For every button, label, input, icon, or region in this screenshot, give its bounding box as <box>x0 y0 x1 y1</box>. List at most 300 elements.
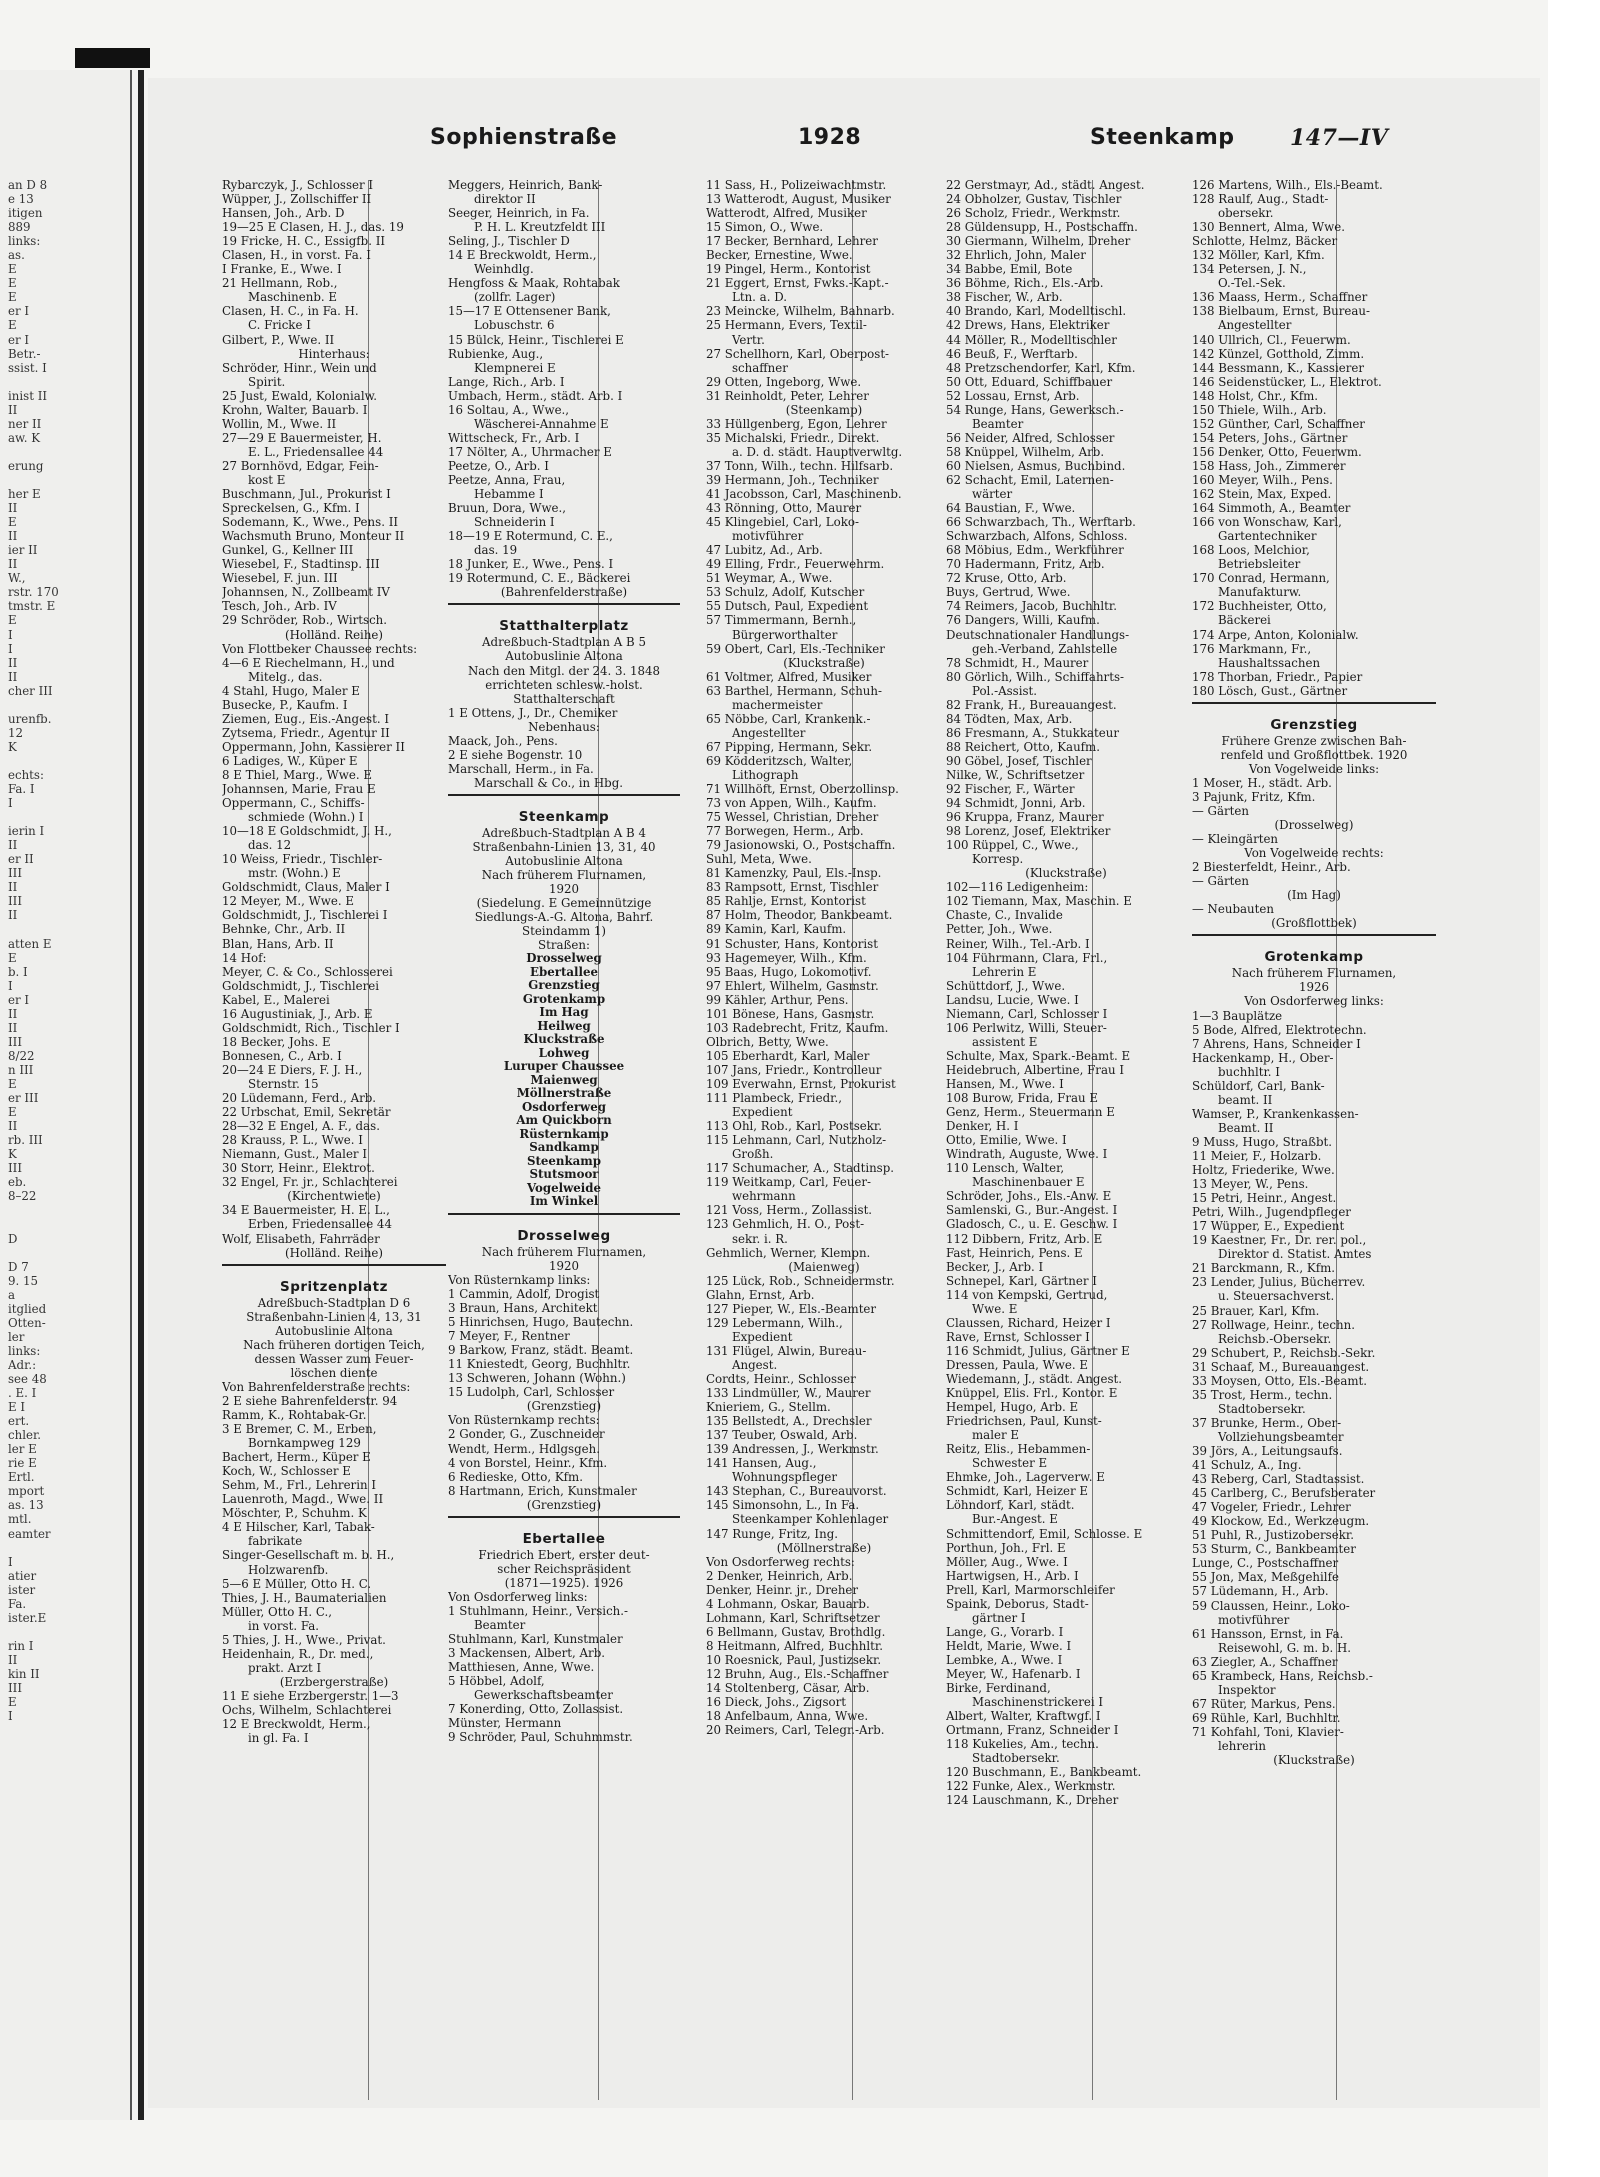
directory-entry: 107 Jans, Friedr., Kontrolleur <box>706 1062 882 1077</box>
directory-entry: 1 Cammin, Adolf, Drogist <box>448 1286 600 1301</box>
directory-entry: 5—6 E Müller, Otto H. C. <box>222 1576 372 1591</box>
directory-entry: 2 E siehe Bogenstr. 10 <box>448 747 583 762</box>
directory-entry: 14 E Breckwoldt, Herm., <box>448 248 597 263</box>
directory-entry: 114 von Kempski, Gertrud, <box>946 1287 1108 1302</box>
entry-continuation: beamt. II <box>1218 1092 1273 1107</box>
directory-entry: Ortmann, Franz, Schneider I <box>946 1723 1119 1738</box>
street-list-item: Luruper Chaussee <box>503 1060 625 1074</box>
entry-continuation: maler E <box>972 1428 1019 1443</box>
entry-continuation: C. Fricke I <box>248 318 311 333</box>
directory-entry: Peetze, Anna, Frau, <box>448 472 566 487</box>
directory-entry: 11 Kniestedt, Georg, Buchhltr. <box>448 1357 631 1372</box>
entry-continuation: Stadtobersekr. <box>1218 1401 1306 1416</box>
directory-entry: 138 Bielbaum, Ernst, Bureau- <box>1192 304 1370 319</box>
directory-entry: 68 Möbius, Edm., Werkführer <box>946 543 1124 558</box>
directory-entry: ister <box>8 1582 36 1597</box>
directory-entry: 12 Meyer, M., Wwe. E <box>222 894 354 909</box>
directory-entry: 102—116 Ledigenheim: <box>946 880 1089 895</box>
directory-entry: rie E <box>8 1456 37 1471</box>
directory-entry: II <box>8 1119 18 1134</box>
directory-entry: 15—17 E Ottensener Bank, <box>448 304 611 319</box>
directory-entry: 62 Schacht, Emil, Laternen- <box>946 472 1114 487</box>
directory-entry: 10—18 E Goldschmidt, J. H., <box>222 824 392 839</box>
directory-entry: Hengfoss & Maak, Rohtabak <box>448 276 620 291</box>
directory-entry: 59 Claussen, Heinr., Loko- <box>1192 1598 1350 1613</box>
entry-continuation: motivführer <box>732 529 804 544</box>
entry-continuation: Beamter <box>474 1617 526 1632</box>
directory-entry: Olbrich, Betty, Wwe. <box>706 1034 829 1049</box>
directory-entry: 22 Urbschat, Emil, Sekretär <box>222 1105 391 1120</box>
street-list-item: Steenkamp <box>526 1154 602 1168</box>
directory-entry: 2 Biesterfeldt, Heinr., Arb. <box>1192 860 1351 875</box>
directory-entry: Schwarzbach, Alfons, Schloss. <box>946 529 1128 544</box>
directory-entry: 18 Junker, E., Wwe., Pens. I <box>448 557 614 572</box>
street-note: scher Reichspräsident <box>497 1561 631 1576</box>
directory-entry: 174 Arpe, Anton, Kolonialw. <box>1192 627 1359 642</box>
directory-entry: 73 von Appen, Wilh., Kaufm. <box>706 796 877 811</box>
directory-entry: 110 Lensch, Walter, <box>946 1161 1065 1176</box>
directory-entry: Ramm, K., Rohtabak-Gr. <box>222 1407 367 1422</box>
street-note: (Bahrenfelderstraße) <box>500 585 628 600</box>
directory-entry: Wüpper, J., Zollschiffer II <box>222 192 372 207</box>
street-note: Straßenbahn-Linien 13, 31, 40 <box>472 839 656 854</box>
directory-entry: Knüppel, Elis. Frl., Kontor. E <box>946 1386 1118 1401</box>
directory-entry: 128 Raulf, Aug., Stadt- <box>1192 192 1329 207</box>
directory-entry: 129 Lebermann, Wilh., <box>706 1315 843 1330</box>
directory-entry: Oppermann, C., Schiffs- <box>222 796 365 811</box>
page-gutter-line <box>130 70 132 2120</box>
directory-entry: 37 Brunke, Herm., Ober- <box>1192 1415 1342 1430</box>
header-left-street: Sophienstraße <box>430 125 618 150</box>
entry-continuation: Korresp. <box>972 852 1024 867</box>
directory-entry: ner II <box>8 416 42 431</box>
directory-entry: 72 Kruse, Otto, Arb. <box>946 571 1067 586</box>
directory-entry: 152 Günther, Carl, Schaffner <box>1192 416 1365 431</box>
street-note: Nach früheren dortigen Teich, <box>243 1337 425 1352</box>
directory-entry: W., <box>8 571 26 586</box>
street-note: (Grenzstieg) <box>526 1399 602 1414</box>
section-rule <box>448 603 680 613</box>
directory-entry: Otto, Emilie, Wwe. I <box>946 1133 1067 1148</box>
directory-entry: 88 Reichert, Otto, Kaufm. <box>946 739 1100 754</box>
street-note: Nach früherem Flurnamen, <box>1231 966 1397 981</box>
directory-entry: 144 Bessmann, K., Kassierer <box>1192 360 1364 375</box>
directory-entry: E <box>8 613 17 628</box>
entry-continuation: E. L., Friedensallee 44 <box>248 444 384 459</box>
directory-entry: Clasen, H. C., in Fa. H. <box>222 304 359 319</box>
directory-entry: 96 Kruppa, Franz, Maurer <box>946 810 1104 825</box>
directory-entry: 103 Radebrecht, Fritz, Kaufm. <box>706 1020 889 1035</box>
entry-continuation: Manufakturw. <box>1218 585 1302 600</box>
entry-continuation: Beamter <box>972 416 1024 431</box>
entry-continuation: Schneiderin I <box>474 515 555 530</box>
directory-entry: rb. III <box>8 1133 43 1148</box>
street-heading: Spritzenplatz <box>280 1278 388 1295</box>
entry-continuation: Marschall & Co., in Hbg. <box>474 775 624 790</box>
directory-entry: 35 Michalski, Friedr., Direkt. <box>706 430 880 445</box>
directory-entry: Wiesebel, F., Stadtinsp. III <box>222 557 380 572</box>
directory-entry: Koch, W., Schlosser E <box>222 1464 351 1479</box>
directory-entry: 17 Nölter, A., Uhrmacher E <box>448 444 612 459</box>
section-rule <box>448 794 680 804</box>
directory-entry: Fa. <box>8 1596 27 1611</box>
directory-entry: Reiner, Wilh., Tel.-Arb. I <box>946 936 1090 951</box>
directory-entry: 104 Führmann, Clara, Frl., <box>946 950 1108 965</box>
directory-entry: 12 Bruhn, Aug., Els.-Schaffner <box>706 1666 889 1681</box>
street-list-item: Vogelweide <box>526 1181 602 1195</box>
entry-continuation: Vollziehungsbeamter <box>1218 1429 1344 1444</box>
directory-entry: 19 Fricke, H. C., Essigfb. II <box>222 234 386 249</box>
directory-entry: tmstr. E <box>8 599 56 614</box>
directory-entry: 25 Brauer, Karl, Kfm. <box>1192 1303 1320 1318</box>
directory-entry: 89 Kamin, Karl, Kaufm. <box>706 922 847 937</box>
directory-entry: 139 Andressen, J., Werkmstr. <box>706 1442 879 1457</box>
directory-entry: Von Osdorferweg rechts: <box>706 1554 855 1569</box>
directory-entry: II <box>8 908 18 923</box>
header-year: 1928 <box>798 125 862 150</box>
directory-entry: K <box>8 739 17 754</box>
directory-entry: Albert, Walter, Kraftwgf. I <box>946 1709 1101 1724</box>
directory-entry: Löhndorf, Karl, städt. <box>946 1498 1075 1513</box>
entry-continuation: buchhltr. I <box>1218 1064 1280 1079</box>
directory-entry: Spaink, Deborus, Stadt- <box>946 1596 1089 1611</box>
directory-entry: Von Flottbeker Chaussee rechts: <box>222 641 418 656</box>
directory-entry: 58 Knüppel, Wilhelm, Arb. <box>946 444 1105 459</box>
directory-entry: 97 Ehlert, Wilhelm, Gasmstr. <box>706 978 879 993</box>
directory-entry: Hackenkamp, H., Ober- <box>1192 1050 1334 1065</box>
directory-entry: Reitz, Elis., Hebammen- <box>946 1442 1091 1457</box>
street-note: dessen Wasser zum Feuer- <box>254 1351 414 1366</box>
directory-entry: 28—32 E Engel, A. F., das. <box>222 1119 380 1134</box>
street-list-item: Im Winkel <box>529 1195 599 1209</box>
directory-entry: Zytsema, Friedr., Agentur II <box>222 725 390 740</box>
directory-entry: 4 von Borstel, Heinr., Kfm. <box>448 1455 608 1470</box>
directory-entry: 24 Obholzer, Gustav, Tischler <box>946 192 1122 207</box>
directory-entry: 16 Augustiniak, J., Arb. E <box>222 1006 373 1021</box>
directory-entry: Sodemann, K., Wwe., Pens. II <box>222 515 399 530</box>
directory-entry: aw. K <box>8 430 41 445</box>
directory-entry: Peetze, O., Arb. I <box>448 458 549 473</box>
directory-entry: I <box>8 1554 13 1569</box>
directory-entry: 27—29 E Bauermeister, H. <box>222 430 382 445</box>
directory-entry <box>8 754 120 768</box>
directory-entry: Denker, H. I <box>946 1119 1019 1134</box>
directory-entry: Lohmann, Karl, Schriftsetzer <box>706 1610 880 1625</box>
directory-entry: Oppermann, John, Kassierer II <box>222 739 405 754</box>
directory-entry: mtl. <box>8 1512 32 1527</box>
street-note: Von Vogelweide links: <box>1248 761 1380 776</box>
directory-entry: Ochs, Wilhelm, Schlachterei <box>222 1702 392 1717</box>
directory-entry: Deutschnationaler Handlungs- <box>946 627 1130 642</box>
directory-entry: Rubienke, Aug., <box>448 346 544 361</box>
directory-entry: 52 Lossau, Ernst, Arb. <box>946 388 1080 403</box>
directory-entry: 34 E Bauermeister, H. E. L., <box>222 1203 390 1218</box>
page-gutter <box>138 70 144 2120</box>
directory-entry: 136 Maass, Herm., Schaffner <box>1192 290 1368 305</box>
directory-entry: Schüttdorf, J., Wwe. <box>946 978 1066 993</box>
directory-entry: I <box>8 627 13 642</box>
directory-entry: er I <box>8 304 30 319</box>
directory-entry: E <box>8 1105 17 1120</box>
directory-entry: Müller, Otto H. C., <box>222 1604 332 1619</box>
directory-entry: 76 Dangers, Willi, Kaufm. <box>946 613 1100 628</box>
street-list-item: Ebertallee <box>529 965 599 979</box>
street-note: Frühere Grenze zwischen Bah- <box>1221 733 1407 748</box>
directory-entry: Stuhlmann, Karl, Kunstmaler <box>448 1632 623 1647</box>
street-note: (Im Hag) <box>1287 888 1341 903</box>
directory-entry: er I <box>8 332 30 347</box>
directory-entry: II <box>8 557 18 572</box>
directory-entry: Fa. I <box>8 782 35 797</box>
street-note: (Holländ. Reihe) <box>284 627 384 642</box>
street-list-item: Heilweg <box>537 1019 591 1033</box>
directory-entry: 17 Wüpper, E., Expedient <box>1192 1219 1345 1234</box>
directory-entry: 63 Barthel, Hermann, Schuh- <box>706 683 882 698</box>
directory-entry: 23 Lender, Julius, Bücherrev. <box>1192 1275 1366 1290</box>
directory-entry: 3 Mackensen, Albert, Arb. <box>448 1646 605 1661</box>
directory-entry: 12 E Breckwoldt, Herm., <box>222 1717 371 1732</box>
directory-entry: Hempel, Hugo, Arb. E <box>946 1400 1079 1415</box>
directory-entry: Bachert, Herm., Küper E <box>222 1450 371 1465</box>
directory-entry: K <box>8 1147 17 1162</box>
directory-entry: 81 Kamenzky, Paul, Els.-Insp. <box>706 866 882 881</box>
directory-entry: Thies, J. H., Baumaterialien <box>222 1590 387 1605</box>
directory-entry: 8–22 <box>8 1189 37 1204</box>
entry-continuation: Maschinenbauer E <box>972 1175 1085 1190</box>
directory-entry: 180 Lösch, Gust., Gärtner <box>1192 683 1348 698</box>
directory-entry: Cordts, Heinr., Schlosser <box>706 1371 856 1386</box>
directory-entry: 8 Hartmann, Erich, Kunstmaler <box>448 1483 637 1498</box>
directory-entry: 5 Hinrichsen, Hugo, Bautechn. <box>448 1315 634 1330</box>
column-0 <box>8 178 120 1723</box>
column-3 <box>706 178 942 1737</box>
entry-continuation: Spirit. <box>248 374 286 389</box>
directory-entry: 4 Stahl, Hugo, Maler E <box>222 683 360 698</box>
directory-entry: Niemann, Carl, Schlosser I <box>946 1006 1108 1021</box>
directory-entry: 9 Muss, Hugo, Straßbt. <box>1192 1134 1332 1149</box>
directory-entry: 39 Jörs, A., Leitungsaufs. <box>1192 1443 1343 1458</box>
directory-entry: Kabel, E., Malerei <box>222 992 330 1007</box>
entry-continuation: Klempnerei E <box>474 360 556 375</box>
directory-entry <box>8 1203 120 1217</box>
entry-continuation: obersekr. <box>1218 206 1274 221</box>
directory-entry: Niemann, Gust., Maler I <box>222 1147 367 1162</box>
directory-entry: Matthiesen, Anne, Wwe. <box>448 1660 595 1675</box>
entry-continuation: schaffner <box>732 360 788 375</box>
section-rule <box>448 1213 680 1223</box>
header-page-number: 147—IV <box>1290 125 1389 151</box>
entry-continuation: Vertr. <box>732 332 765 347</box>
directory-entry: e 13 <box>8 192 34 207</box>
directory-entry: 14 Stoltenberg, Cäsar, Arb. <box>706 1681 870 1696</box>
directory-entry: 90 Göbel, Josef, Tischler <box>946 753 1092 768</box>
directory-entry: 8 E Thiel, Marg., Wwe. E <box>222 767 372 782</box>
directory-entry: 57 Timmermann, Bernh., <box>706 613 857 628</box>
directory-entry: 120 Buschmann, E., Bankbeamt. <box>946 1765 1142 1780</box>
entry-continuation: Ltn. a. D. <box>732 290 787 305</box>
directory-entry: Chaste, C., Invalide <box>946 908 1063 923</box>
directory-entry: Heidenhain, R., Dr. med., <box>222 1646 374 1661</box>
directory-entry: 31 Schaaf, M., Bureauangest. <box>1192 1359 1370 1374</box>
directory-entry: 99 Kähler, Arthur, Pens. <box>706 992 849 1007</box>
directory-entry: 172 Buchheister, Otto, <box>1192 599 1327 614</box>
street-note: Straßen: <box>538 938 590 953</box>
directory-entry: Wachsmuth Bruno, Monteur II <box>222 529 405 544</box>
directory-entry: Ertl. <box>8 1470 35 1485</box>
directory-entry: 102 Tiemann, Max, Maschin. E <box>946 894 1132 909</box>
directory-entry: 2 Gonder, G., Zuschneider <box>448 1427 605 1442</box>
directory-entry: inist II <box>8 388 48 403</box>
directory-entry: 13 Schweren, Johann (Wohn.) <box>448 1371 626 1386</box>
directory-entry: Lange, Rich., Arb. I <box>448 374 565 389</box>
directory-entry: 32 Engel, Fr. jr., Schlachterei <box>222 1175 398 1190</box>
directory-entry: 158 Hass, Joh., Zimmerer <box>1192 458 1346 473</box>
directory-entry: — Neubauten <box>1192 902 1274 917</box>
directory-entry: Otten- <box>8 1315 46 1330</box>
street-list-item: Am Quickborn <box>516 1114 612 1128</box>
directory-entry: eamter <box>8 1526 51 1541</box>
directory-entry: atten E <box>8 936 52 951</box>
directory-entry: 59 Obert, Carl, Els.-Techniker <box>706 641 885 656</box>
directory-entry: II <box>8 1652 18 1667</box>
directory-entry: 31 Reinholdt, Peter, Lehrer <box>706 388 869 403</box>
directory-entry: Betr.- <box>8 346 41 361</box>
directory-entry <box>8 1217 120 1231</box>
directory-entry: Friedrichsen, Paul, Kunst- <box>946 1414 1102 1429</box>
directory-entry: 18—19 E Rotermund, C. E., <box>448 529 613 544</box>
directory-entry: 118 Kukelies, Am., techn. <box>946 1737 1099 1752</box>
directory-entry: 2 Denker, Heinrich, Arb. <box>706 1568 853 1583</box>
entry-continuation: Wohnungspfleger <box>732 1470 837 1485</box>
entry-continuation: in vorst. Fa. <box>248 1618 319 1633</box>
directory-entry: Von Rüsternkamp links: <box>448 1272 591 1287</box>
directory-entry: 20 Reimers, Carl, Telegr.-Arb. <box>706 1723 885 1738</box>
directory-entry: er II <box>8 852 34 867</box>
directory-entry: Adr.: <box>8 1357 37 1372</box>
street-list-item: Grenzstieg <box>528 979 600 993</box>
street-note: 1926 <box>1298 980 1330 995</box>
directory-entry: 41 Jacobsson, Carl, Maschinenb. <box>706 487 902 502</box>
directory-entry: Umbach, Herm., städt. Arb. I <box>448 388 623 403</box>
directory-entry: Schnepel, Karl, Gärtner I <box>946 1273 1097 1288</box>
directory-entry: ssist. I <box>8 360 47 375</box>
entry-continuation: wehrmann <box>732 1189 796 1204</box>
directory-entry: 35 Trost, Herm., techn. <box>1192 1387 1333 1402</box>
section-rule <box>448 1516 680 1526</box>
directory-entry: Hartwigsen, H., Arb. I <box>946 1568 1079 1583</box>
directory-entry: 77 Borwegen, Herm., Arb. <box>706 824 864 839</box>
street-note: (Großflottbek) <box>1271 916 1357 931</box>
directory-entry: 170 Conrad, Hermann, <box>1192 571 1330 586</box>
directory-entry: Hansen, M., Wwe. I <box>946 1077 1064 1091</box>
directory-entry: 71 Kohfahl, Toni, Klavier- <box>1192 1724 1344 1739</box>
directory-entry: 61 Voltmer, Alfred, Musiker <box>706 669 872 684</box>
street-heading: Ebertallee <box>522 1530 606 1547</box>
directory-entry: 79 Jasionowski, O., Postschaffn. <box>706 838 896 853</box>
street-note: 1920 <box>548 882 580 897</box>
entry-continuation: gärtner I <box>972 1610 1026 1625</box>
directory-entry: Singer-Gesellschaft m. b. H., <box>222 1548 395 1563</box>
directory-entry: 10 Weiss, Friedr., Tischler- <box>222 852 383 867</box>
entry-continuation: schmiede (Wohn.) I <box>248 810 364 825</box>
page-header <box>150 125 1540 165</box>
directory-entry: Von Osdorferweg links: <box>448 1589 588 1604</box>
directory-entry: 7 Konerding, Otto, Zollassist. <box>448 1702 624 1717</box>
entry-continuation: Betriebsleiter <box>1218 557 1301 572</box>
directory-entry: n III <box>8 1062 34 1077</box>
directory-entry: 168 Loos, Melchior, <box>1192 543 1310 558</box>
directory-entry: a <box>8 1287 16 1302</box>
directory-entry: 63 Ziegler, A., Schaffner <box>1192 1654 1338 1669</box>
directory-entry: I <box>8 796 13 811</box>
directory-entry: Wendt, Herm., Hdlgsgeh. <box>448 1441 600 1456</box>
directory-entry: 43 Reberg, Carl, Stadtassist. <box>1192 1472 1365 1487</box>
directory-entry: Schmittendorf, Emil, Schlosse. E <box>946 1526 1143 1541</box>
entry-continuation: O.-Tel.-Sek. <box>1218 276 1286 291</box>
directory-entry: 45 Carlberg, C., Berufsberater <box>1192 1486 1376 1501</box>
directory-entry: Dressen, Paula, Wwe. E <box>946 1357 1088 1372</box>
directory-entry: chler. <box>8 1428 42 1443</box>
directory-entry: 112 Dibbern, Fritz, Arb. E <box>946 1231 1103 1246</box>
directory-entry: 28 Güldensupp, H., Postschaffn. <box>946 220 1138 235</box>
directory-entry: 98 Lorenz, Josef, Elektriker <box>946 824 1111 839</box>
directory-entry: Buys, Gertrud, Wwe. <box>946 585 1071 600</box>
street-note: Nach früherem Flurnamen, <box>481 868 647 883</box>
entry-continuation: Angest. <box>732 1357 778 1372</box>
directory-entry: Wamser, P., Krankenkassen- <box>1192 1106 1359 1121</box>
directory-entry: rin I <box>8 1638 34 1653</box>
directory-entry: 55 Jon, Max, Meßgehilfe <box>1192 1570 1339 1585</box>
directory-entry: 126 Martens, Wilh., Els.-Beamt. <box>1192 178 1383 192</box>
directory-entry: kin II <box>8 1666 40 1681</box>
entry-continuation: wärter <box>972 487 1013 502</box>
directory-entry: 12 <box>8 725 24 740</box>
directory-entry: as. 13 <box>8 1498 44 1513</box>
directory-entry: 143 Stephan, C., Bureauvorst. <box>706 1484 887 1499</box>
street-list-item: Kluckstraße <box>523 1033 605 1047</box>
directory-entry: Wollin, M., Wwe. II <box>222 416 337 431</box>
directory-entry: Rave, Ernst, Schlosser I <box>946 1329 1090 1344</box>
directory-entry: itigen <box>8 206 43 221</box>
entry-continuation: Inspektor <box>1218 1682 1276 1697</box>
entry-continuation: geh.-Verband, Zahlstelle <box>972 641 1118 656</box>
street-note: Adreßbuch-Stadtplan A B 5 <box>482 635 646 650</box>
directory-entry: 32 Ehrlich, John, Maler <box>946 248 1086 263</box>
street-note: (Kluckstraße) <box>783 655 865 670</box>
directory-entry: 7 Ahrens, Hans, Schneider I <box>1192 1036 1361 1051</box>
directory-entry: 16 Dieck, Johs., Zigsort <box>706 1695 847 1710</box>
entry-continuation: P. H. L. Kreutzfeldt III <box>474 220 606 235</box>
directory-entry: 135 Bellstedt, A., Drechsler <box>706 1414 872 1429</box>
entry-continuation: Angestellter <box>1218 318 1292 333</box>
directory-entry: II <box>8 838 18 853</box>
directory-entry: Wittscheck, Fr., Arb. I <box>448 430 580 445</box>
directory-entry: ier II <box>8 543 38 558</box>
street-note: (Siedelung. E Gemeinnützige <box>476 896 652 911</box>
directory-entry: 27 Bornhövd, Edgar, Fein- <box>222 458 379 473</box>
street-note: Steindamm 1) <box>522 924 606 939</box>
directory-entry: Möller, Aug., Wwe. I <box>946 1554 1068 1569</box>
directory-entry: 130 Bennert, Alma, Wwe. <box>1192 220 1345 235</box>
directory-entry: III <box>8 866 22 881</box>
entry-continuation: mstr. (Wohn.) E <box>248 866 341 881</box>
directory-entry: 7 Meyer, F., Rentner <box>448 1329 570 1344</box>
street-heading: Statthalterplatz <box>499 618 629 635</box>
directory-entry: an D 8 <box>8 178 48 192</box>
directory-entry: 16 Soltau, A., Wwe., <box>448 402 570 417</box>
street-note: Autobuslinie Altona <box>505 649 623 664</box>
directory-entry: 60 Nielsen, Asmus, Buchbind. <box>946 458 1126 473</box>
